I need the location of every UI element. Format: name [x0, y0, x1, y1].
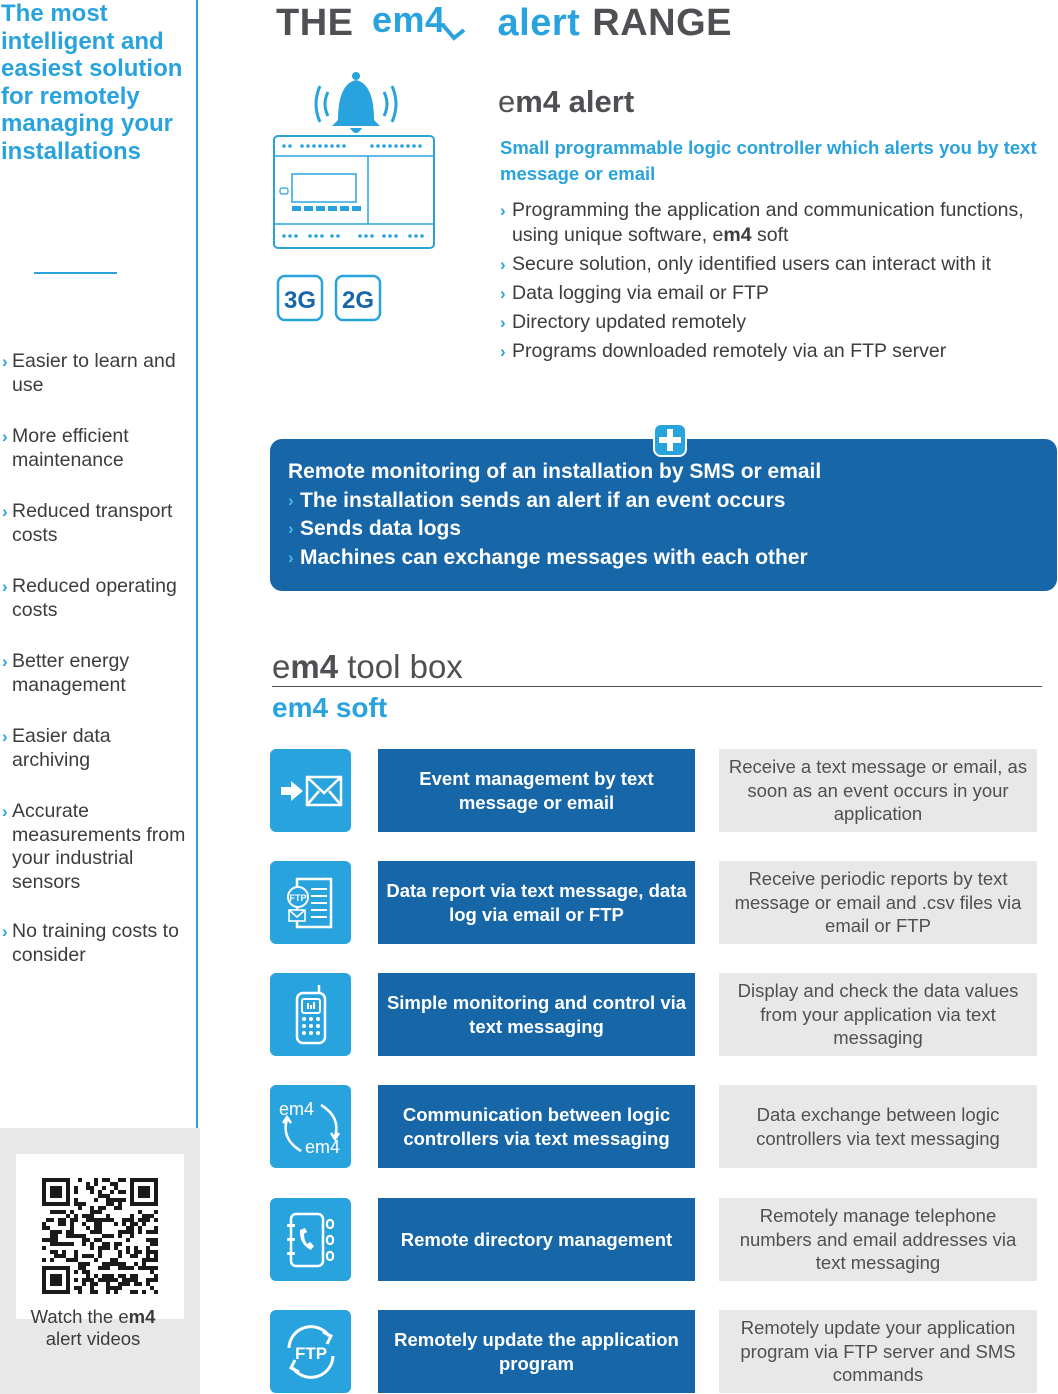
svg-text:3G: 3G [283, 287, 317, 314]
exchange-icon-tile [270, 1085, 351, 1168]
chevron-right-icon: › [288, 519, 294, 538]
toolbox-description: Display and check the data values from your application via text messaging [719, 973, 1037, 1056]
chevron-right-icon: › [500, 201, 506, 220]
toolbox-feature: Communication between logic controllers via text messaging [378, 1085, 695, 1168]
toolbox-description: Receive a text message or email, as soon as an event occurs in your application [719, 749, 1037, 832]
toolbox-feature: Remotely update the application program [378, 1310, 695, 1393]
em4-exchange-icon [275, 1091, 347, 1163]
benefit-item: › Accurate measurements from your industrial sensors [2, 800, 186, 893]
benefit-item: › Reduced transport costs [2, 500, 173, 546]
benefit-item: › Easier data archiving [2, 725, 111, 771]
event-icon-tile [270, 749, 351, 832]
chevron-right-icon: › [2, 502, 8, 521]
chevron-right-icon: › [288, 547, 294, 567]
svg-text:em4: em4 [304, 1136, 340, 1157]
svg-text:FTP: FTP [294, 1343, 327, 1363]
chevron-right-icon: › [500, 313, 506, 332]
feature-item: › Directory updated remotely [500, 311, 747, 333]
controller-illustration [270, 64, 440, 324]
qr-code-icon [16, 1154, 184, 1319]
feature-item: › Data logging via email or FTP [500, 282, 769, 304]
benefit-item: › More efficient maintenance [2, 425, 129, 471]
phone-icon [291, 983, 331, 1047]
benefit-item: › Reduced operating costs [2, 575, 177, 621]
benefit-item: › Better energy management [2, 650, 130, 696]
banner-point: › Machines can exchange messages with each other [288, 544, 1048, 573]
svg-text:FTP: FTP [289, 892, 306, 903]
em4-logo-icon [370, 0, 488, 46]
chevron-right-icon: › [500, 255, 506, 274]
feature-item: › Programs downloaded remotely via an FTP server [500, 340, 947, 362]
toolbox-feature: Event management by text message or email [378, 749, 695, 832]
chevron-right-icon: › [2, 802, 8, 821]
toolbox-description: Data exchange between logic controllers via text messaging [719, 1085, 1037, 1168]
envelope-arrow-icon [279, 771, 343, 811]
toolbox-description: Receive periodic reports by text message or email and .csv files via email or FTP [719, 861, 1037, 944]
bell-icon [316, 72, 396, 133]
chevron-right-icon: › [2, 577, 8, 596]
address-book-icon [283, 1210, 339, 1270]
sidebar-divider [34, 272, 117, 274]
toolbox-feature: Remote directory management [378, 1198, 695, 1281]
toolbox-divider [272, 686, 1042, 687]
ftp-report-icon [281, 873, 341, 933]
svg-text:2G: 2G [341, 287, 375, 314]
banner-heading: Remote monitoring of an installation by SMS or email [288, 460, 822, 483]
chevron-right-icon: › [2, 922, 8, 941]
chevron-right-icon: › [2, 352, 8, 371]
chevron-right-icon: › [288, 490, 294, 510]
banner-point: › The installation sends an alert if an event occurs [288, 487, 1048, 516]
benefit-item: › Easier to learn and use [2, 350, 176, 396]
banner-point: › Sends data logs [288, 515, 1048, 544]
feature-item: › Secure solution, only identified users can interact with it [500, 253, 992, 275]
benefit-list [2, 350, 192, 995]
qr-caption: Watch the em4 alert videos [30, 1306, 156, 1349]
toolbox-feature: Simple monitoring and control via text messaging [378, 973, 695, 1056]
toolbox-title: em4 tool box [272, 648, 463, 685]
report-icon-tile [270, 861, 351, 944]
2g-badge-icon [336, 276, 380, 320]
vertical-divider [196, 0, 198, 1128]
toolbox-description: Remotely update your application program via FTP server and SMS commands [719, 1310, 1037, 1393]
chevron-right-icon: › [2, 727, 8, 746]
product-tagline: Small programmable logic controller which alerts you by text message or email [500, 137, 1037, 184]
chevron-right-icon: › [500, 342, 506, 361]
chevron-right-icon: › [2, 652, 8, 671]
chevron-right-icon: › [500, 284, 506, 303]
product-name: em4 alert [498, 84, 635, 119]
phone-icon-tile [270, 973, 351, 1056]
ftp-sync-icon-tile [270, 1310, 351, 1393]
controller-icon [274, 136, 434, 248]
range-title: THE em4 alert RANGE [276, 0, 732, 46]
plus-icon [653, 423, 687, 457]
em4-logo-text: em4 [371, 0, 446, 40]
feature-item: › Programming the application and communication functions, using unique software, em4 soft [500, 199, 1024, 246]
3g-badge-icon [278, 276, 322, 320]
benefit-item: › No training costs to consider [2, 920, 179, 966]
em4-soft-title: em4 soft [272, 692, 388, 723]
chevron-right-icon: › [2, 427, 8, 446]
banner-text [288, 458, 1048, 572]
sidebar-title: The most intelligent and easiest solution for remotely managing your installations [1, 0, 183, 165]
product-feature-list [500, 198, 1056, 368]
directory-icon-tile [270, 1198, 351, 1281]
ftp-sync-icon [279, 1320, 343, 1384]
qr-code[interactable] [16, 1154, 184, 1319]
svg-text:em4: em4 [278, 1098, 314, 1119]
toolbox-description: Remotely manage telephone numbers and email addresses via text messaging [719, 1198, 1037, 1281]
toolbox-feature: Data report via text message, data log via email or FTP [378, 861, 695, 944]
